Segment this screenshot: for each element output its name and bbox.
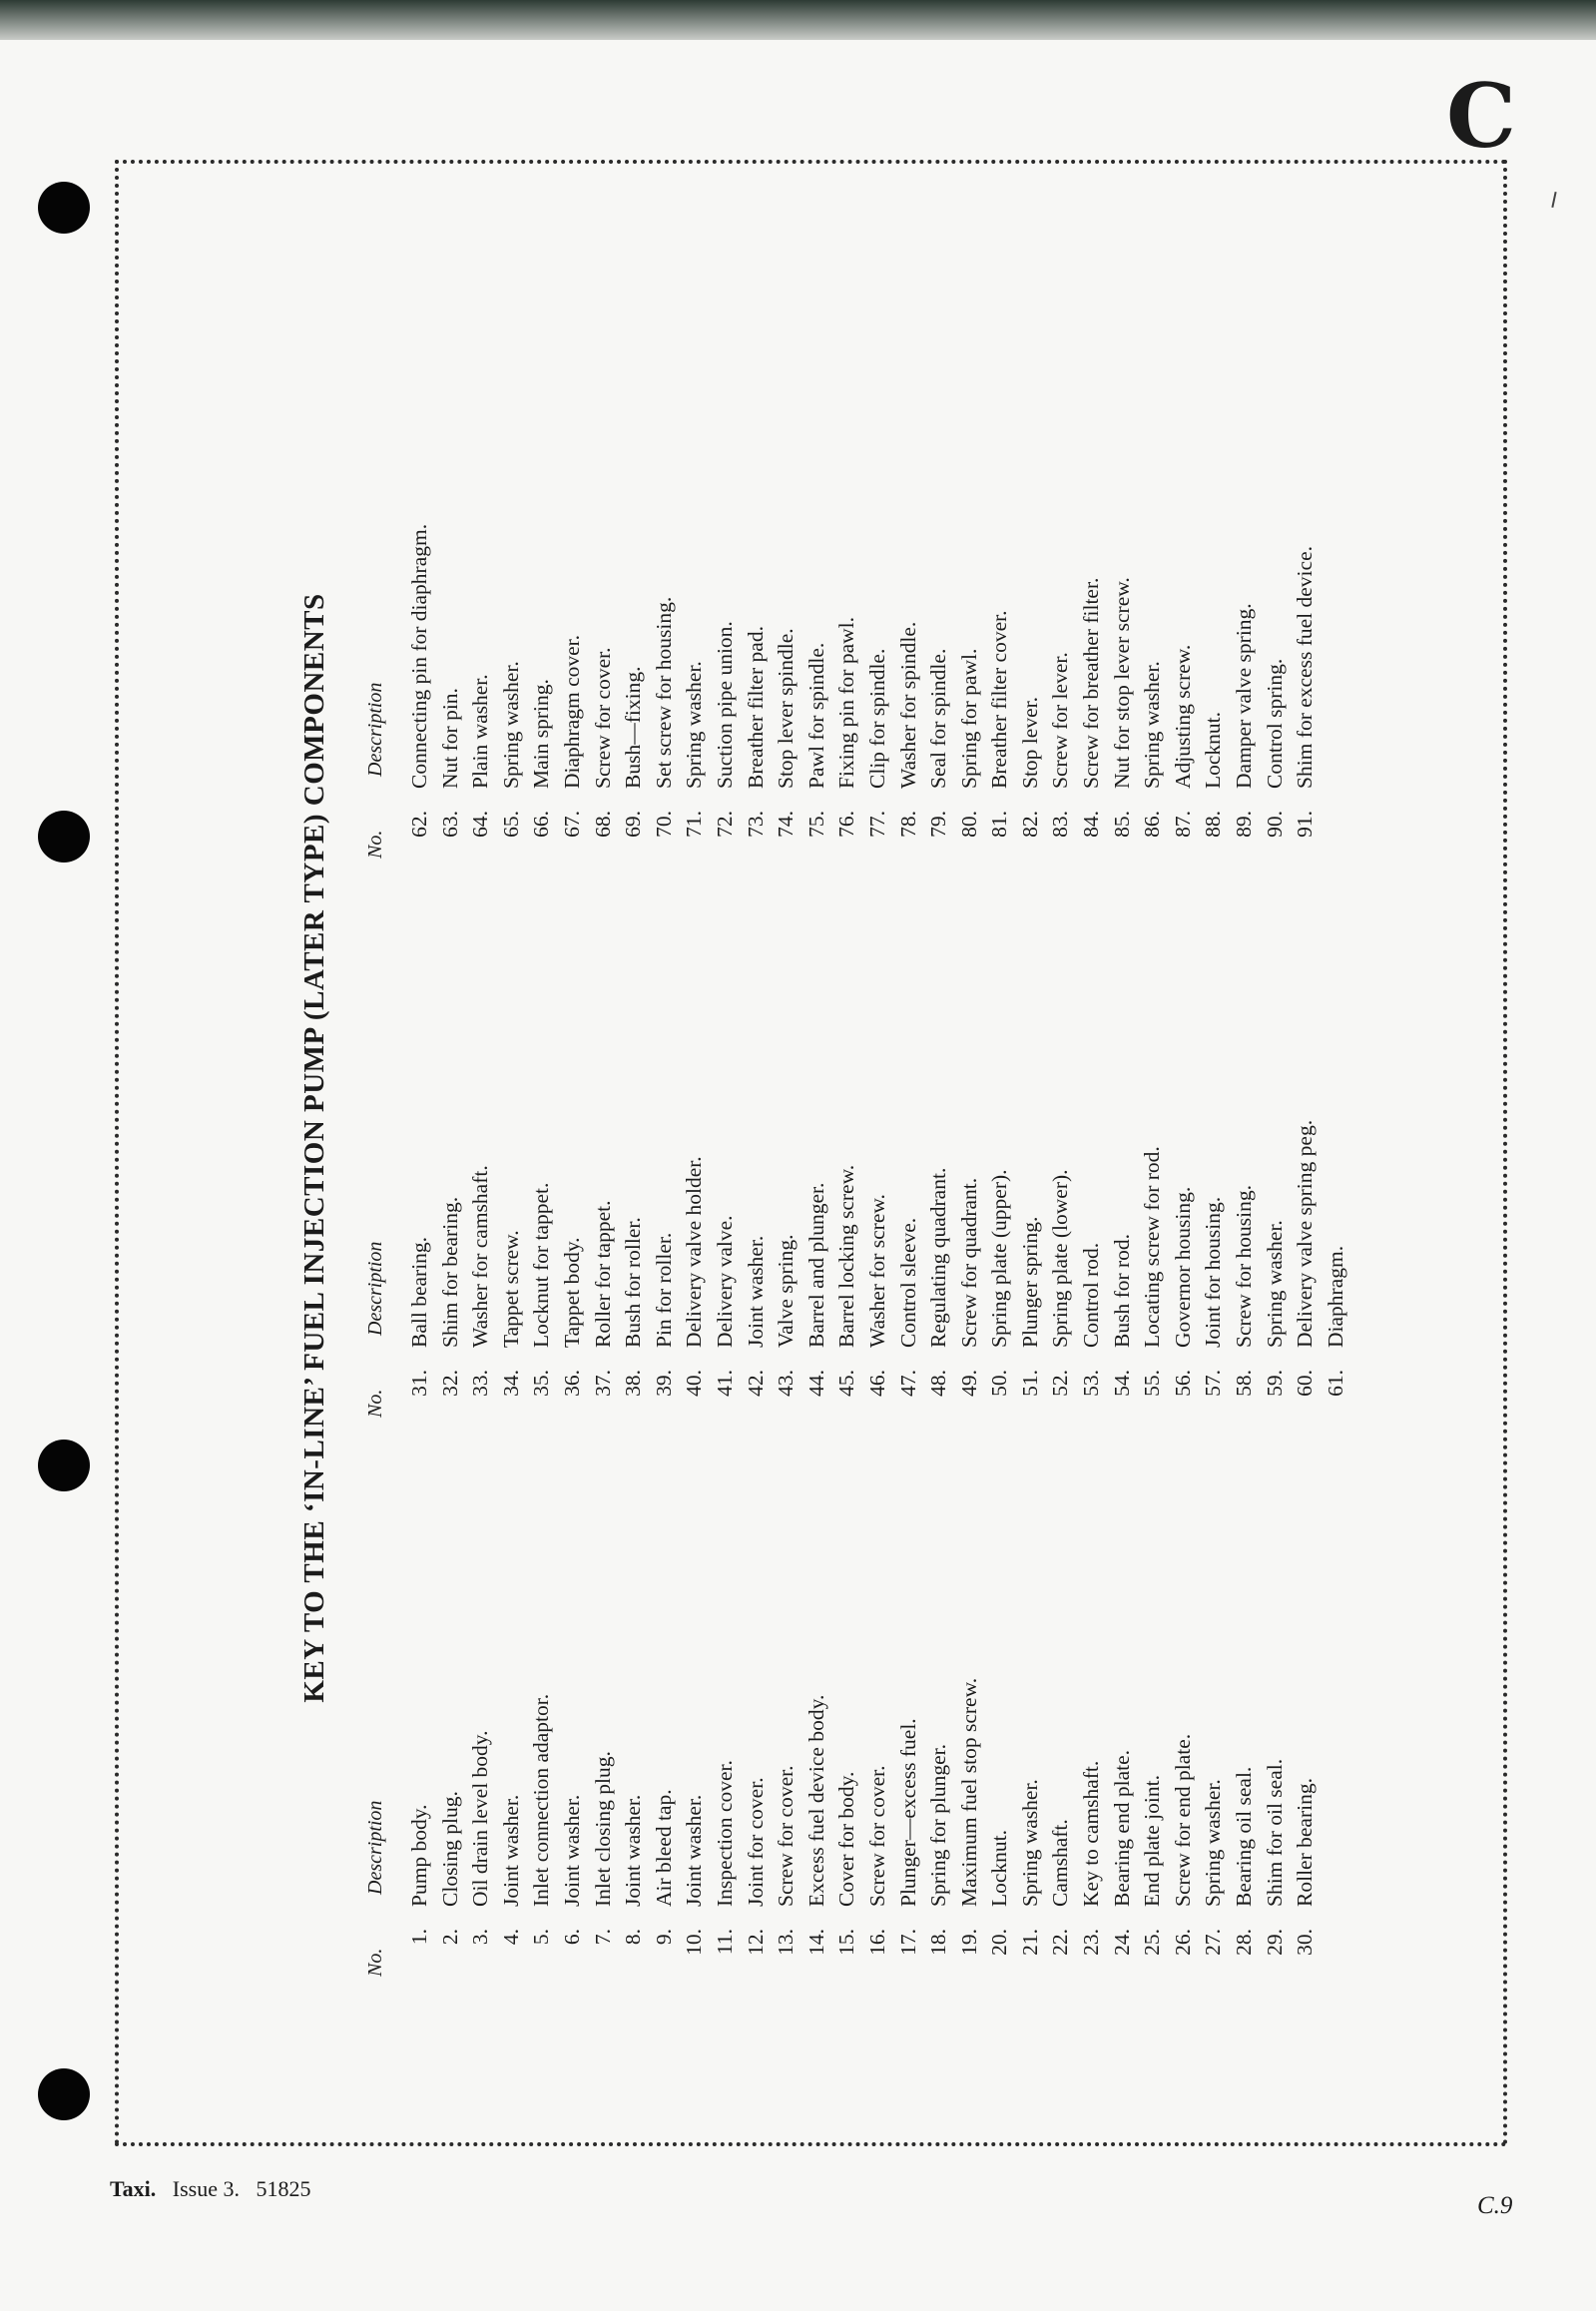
part-description: Spring washer. <box>498 661 523 789</box>
part-description: Spring washer. <box>1262 1220 1287 1348</box>
key-column-2 <box>364 859 1350 1418</box>
part-number: 79. <box>926 811 951 838</box>
part-description: Joint washer. <box>682 1794 707 1907</box>
part-description: Plunger spring. <box>1017 1216 1042 1348</box>
part-description: Joint washer. <box>743 1235 768 1348</box>
key-row <box>618 299 649 859</box>
part-number: 28. <box>1232 1929 1257 1956</box>
part-description: Stop lever spindle. <box>774 628 798 789</box>
key-row <box>465 859 496 1418</box>
part-description: Control rod. <box>1079 1242 1104 1348</box>
key-row <box>1076 299 1107 859</box>
key-row <box>1137 1418 1168 1977</box>
part-description: Suction pipe union. <box>712 621 737 789</box>
key-row <box>771 1418 801 1977</box>
part-description: Delivery valve spring peg. <box>1293 1119 1318 1348</box>
part-description: Tappet screw. <box>498 1230 523 1348</box>
part-number: 52. <box>1048 1370 1073 1397</box>
part-number: 13. <box>774 1929 798 1956</box>
key-row <box>649 299 680 859</box>
part-number: 5. <box>529 1929 554 1946</box>
part-description: Washer for spindle. <box>895 621 920 789</box>
part-number: 15. <box>834 1929 859 1956</box>
part-number: 16. <box>864 1929 889 1956</box>
key-column-3 <box>364 299 1321 859</box>
part-description: End plate joint. <box>1140 1775 1165 1907</box>
footer-publication-info <box>110 2176 311 2202</box>
part-number: 22. <box>1048 1929 1073 1956</box>
part-number: 77. <box>864 811 889 838</box>
part-description: Adjusting screw. <box>1170 644 1195 789</box>
key-row <box>771 299 801 859</box>
page-number: C.9 <box>1477 2192 1513 2219</box>
key-row <box>526 1418 557 1977</box>
part-description: Screw for breather filter. <box>1079 577 1104 789</box>
key-row <box>801 859 832 1418</box>
part-description: Diaphragm cover. <box>559 634 584 789</box>
part-description: Valve spring. <box>774 1234 798 1348</box>
key-row <box>862 1418 893 1977</box>
part-description: Joint for housing. <box>1201 1196 1226 1348</box>
part-description: Stop lever. <box>1017 697 1042 789</box>
key-row <box>588 299 619 859</box>
key-row <box>435 299 466 859</box>
key-row <box>893 859 924 1418</box>
part-number: 34. <box>498 1370 523 1397</box>
part-number: 73. <box>743 811 768 838</box>
key-row <box>557 1418 588 1977</box>
key-row <box>1015 299 1046 859</box>
key-row <box>862 859 893 1418</box>
key-row <box>923 859 954 1418</box>
key-row <box>618 1418 649 1977</box>
part-number: 78. <box>895 811 920 838</box>
part-description: Roller for tappet. <box>590 1200 615 1348</box>
part-number: 46. <box>864 1370 889 1397</box>
part-description: Bush for rod. <box>1109 1233 1134 1348</box>
part-number: 42. <box>743 1370 768 1397</box>
part-description: Breather filter pad. <box>743 626 768 789</box>
key-row <box>741 1418 772 1977</box>
part-number: 60. <box>1293 1370 1318 1397</box>
key-row <box>1198 299 1229 859</box>
key-row <box>679 1418 710 1977</box>
part-number: 64. <box>468 811 493 838</box>
part-number: 37. <box>590 1370 615 1397</box>
header-no: No. <box>364 1948 386 1977</box>
part-description: Delivery valve holder. <box>682 1156 707 1348</box>
part-description: Locknut for tappet. <box>529 1182 554 1348</box>
key-row <box>954 1418 985 1977</box>
section-letter: C <box>1445 64 1516 168</box>
part-description: Spring washer. <box>1140 661 1165 789</box>
key-row <box>984 859 1015 1418</box>
part-description: Tappet body. <box>559 1237 584 1348</box>
part-description: Shim for oil seal. <box>1262 1758 1287 1907</box>
part-number: 11. <box>712 1929 737 1956</box>
part-description: Locknut. <box>987 1829 1012 1907</box>
part-number: 8. <box>621 1929 646 1946</box>
part-description: Inlet connection adaptor. <box>529 1693 554 1907</box>
part-number: 12. <box>743 1929 768 1956</box>
part-number: 82. <box>1017 811 1042 838</box>
part-number: 91. <box>1293 811 1318 838</box>
part-number: 2. <box>437 1929 462 1946</box>
part-number: 38. <box>621 1370 646 1397</box>
part-description: Camshaft. <box>1048 1819 1073 1907</box>
part-description: Inlet closing plug. <box>590 1751 615 1907</box>
part-number: 62. <box>407 811 431 838</box>
part-description: Closing plug. <box>437 1791 462 1907</box>
key-row <box>1229 1418 1260 1977</box>
part-description: Seal for spindle. <box>926 648 951 789</box>
part-description: Cover for body. <box>834 1771 859 1907</box>
part-description: Screw for quadrant. <box>956 1177 981 1348</box>
part-number: 24. <box>1109 1929 1134 1956</box>
part-number: 35. <box>529 1370 554 1397</box>
part-number: 51. <box>1017 1370 1042 1397</box>
part-description: Roller bearing. <box>1293 1778 1318 1907</box>
scan-top-band <box>0 0 1596 40</box>
key-row <box>526 299 557 859</box>
part-description: Bush—fixing. <box>621 666 646 789</box>
part-number: 44. <box>803 1370 828 1397</box>
part-description: Set screw for housing. <box>651 596 676 789</box>
part-description: Delivery valve. <box>712 1215 737 1348</box>
part-number: 39. <box>651 1370 676 1397</box>
part-description: Pawl for spindle. <box>803 642 828 789</box>
part-number: 58. <box>1232 1370 1257 1397</box>
part-number: 10. <box>682 1929 707 1956</box>
header-no: No. <box>364 1389 386 1418</box>
part-description: Joint washer. <box>498 1794 523 1907</box>
key-row <box>1198 1418 1229 1977</box>
key-row <box>404 1418 435 1977</box>
part-description: Nut for pin. <box>437 688 462 789</box>
part-number: 14. <box>803 1929 828 1956</box>
part-number: 48. <box>926 1370 951 1397</box>
part-description: Inspection cover. <box>712 1760 737 1907</box>
key-row <box>710 299 741 859</box>
part-number: 19. <box>956 1929 981 1956</box>
part-number: 1. <box>407 1929 431 1946</box>
part-description: Oil drain level body. <box>468 1730 493 1907</box>
part-description: Washer for camshaft. <box>468 1165 493 1348</box>
part-number: 56. <box>1170 1370 1195 1397</box>
key-row <box>1260 859 1291 1418</box>
part-description: Pin for roller. <box>651 1232 676 1348</box>
part-description: Governor housing. <box>1170 1186 1195 1348</box>
part-description: Bush for roller. <box>621 1217 646 1348</box>
part-description: Regulating quadrant. <box>926 1167 951 1348</box>
key-row <box>1260 1418 1291 1977</box>
part-description: Screw for cover. <box>774 1765 798 1907</box>
part-description: Plain washer. <box>468 674 493 789</box>
part-number: 18. <box>926 1929 951 1956</box>
part-number: 36. <box>559 1370 584 1397</box>
key-row <box>741 859 772 1418</box>
key-row <box>1045 1418 1076 1977</box>
part-number: 49. <box>956 1370 981 1397</box>
margin-tick-mark <box>1551 192 1556 208</box>
key-row <box>465 1418 496 1977</box>
part-number: 53. <box>1079 1370 1104 1397</box>
key-row <box>1321 859 1351 1418</box>
part-number: 68. <box>590 811 615 838</box>
part-description: Air bleed tap. <box>651 1789 676 1907</box>
part-number: 26. <box>1170 1929 1195 1956</box>
part-description: Screw for lever. <box>1048 652 1073 789</box>
punch-hole-icon <box>38 1440 90 1491</box>
key-row <box>1290 1418 1321 1977</box>
punch-hole-icon <box>38 182 90 234</box>
footer-issue: Issue 3. <box>172 2176 240 2201</box>
key-row <box>588 1418 619 1977</box>
part-number: 23. <box>1079 1929 1104 1956</box>
key-row <box>954 859 985 1418</box>
part-number: 3. <box>468 1929 493 1946</box>
key-row <box>710 859 741 1418</box>
part-description: Spring for plunger. <box>926 1743 951 1907</box>
key-row <box>1015 859 1046 1418</box>
part-number: 59. <box>1262 1370 1287 1397</box>
part-description: Spring plate (lower). <box>1048 1169 1073 1348</box>
part-number: 20. <box>987 1929 1012 1956</box>
key-row <box>1229 859 1260 1418</box>
key-row <box>1076 1418 1107 1977</box>
part-number: 6. <box>559 1929 584 1946</box>
part-number: 71. <box>682 811 707 838</box>
key-row <box>588 859 619 1418</box>
key-row <box>496 859 527 1418</box>
part-number: 45. <box>834 1370 859 1397</box>
key-row <box>404 299 435 859</box>
part-number: 7. <box>590 1929 615 1946</box>
part-number: 84. <box>1079 811 1104 838</box>
key-row <box>557 299 588 859</box>
part-description: Ball bearing. <box>407 1236 431 1348</box>
part-number: 85. <box>1109 811 1134 838</box>
key-row <box>496 299 527 859</box>
key-row <box>557 859 588 1418</box>
part-number: 90. <box>1262 811 1287 838</box>
footer-publication: Taxi. <box>110 2176 157 2201</box>
parts-key-rotated <box>284 319 1362 1977</box>
part-number: 27. <box>1201 1929 1226 1956</box>
part-description: Main spring. <box>529 679 554 789</box>
key-row <box>1076 859 1107 1418</box>
part-description: Screw for cover. <box>590 647 615 789</box>
key-row <box>496 1418 527 1977</box>
key-row <box>435 1418 466 1977</box>
key-row <box>679 299 710 859</box>
part-description: Nut for stop lever screw. <box>1109 577 1134 789</box>
part-description: Screw for end plate. <box>1170 1733 1195 1907</box>
key-row <box>831 1418 862 1977</box>
key-row <box>984 1418 1015 1977</box>
key-row <box>984 299 1015 859</box>
part-description: Bearing end plate. <box>1109 1749 1134 1907</box>
part-description: Barrel and plunger. <box>803 1182 828 1348</box>
part-number: 65. <box>498 811 523 838</box>
key-row <box>1290 859 1321 1418</box>
key-row <box>526 859 557 1418</box>
part-number: 9. <box>651 1929 676 1946</box>
key-row <box>1137 859 1168 1418</box>
part-number: 66. <box>529 811 554 838</box>
part-description: Damper valve spring. <box>1232 603 1257 789</box>
key-row <box>1168 299 1199 859</box>
part-number: 33. <box>468 1370 493 1397</box>
punch-hole-icon <box>38 811 90 863</box>
part-description: Screw for cover. <box>864 1765 889 1907</box>
part-description: Joint washer. <box>621 1794 646 1907</box>
punch-hole-icon <box>38 2068 90 2120</box>
part-description: Spring washer. <box>1017 1779 1042 1907</box>
key-row <box>801 1418 832 1977</box>
key-row <box>618 859 649 1418</box>
part-number: 86. <box>1140 811 1165 838</box>
part-number: 72. <box>712 811 737 838</box>
part-description: Maximum fuel stop screw. <box>956 1677 981 1907</box>
part-description: Spring washer. <box>1201 1779 1226 1907</box>
part-description: Joint for cover. <box>743 1777 768 1907</box>
key-row <box>893 299 924 859</box>
key-row <box>741 299 772 859</box>
part-description: Locating screw for rod. <box>1140 1146 1165 1348</box>
key-row <box>923 299 954 859</box>
part-number: 32. <box>437 1370 462 1397</box>
part-description: Shim for excess fuel device. <box>1293 546 1318 789</box>
key-row <box>1168 859 1199 1418</box>
part-number: 29. <box>1262 1929 1287 1956</box>
part-number: 89. <box>1232 811 1257 838</box>
key-row <box>1015 1418 1046 1977</box>
part-description: Excess fuel device body. <box>803 1694 828 1907</box>
key-row <box>1045 299 1076 859</box>
part-number: 21. <box>1017 1929 1042 1956</box>
part-number: 81. <box>987 811 1012 838</box>
part-number: 69. <box>621 811 646 838</box>
key-column-1 <box>364 1418 1321 1977</box>
part-number: 57. <box>1201 1370 1226 1397</box>
key-row <box>435 859 466 1418</box>
part-number: 87. <box>1170 811 1195 838</box>
header-description: Description <box>364 1241 386 1336</box>
part-number: 76. <box>834 811 859 838</box>
part-description: Key to camshaft. <box>1079 1760 1104 1907</box>
key-row <box>1260 299 1291 859</box>
part-number: 40. <box>682 1370 707 1397</box>
key-row <box>831 299 862 859</box>
key-row <box>1107 299 1138 859</box>
part-number: 30. <box>1293 1929 1318 1956</box>
part-number: 4. <box>498 1929 523 1946</box>
key-row <box>1137 299 1168 859</box>
key-row <box>1229 299 1260 859</box>
key-row <box>404 859 435 1418</box>
part-number: 43. <box>774 1370 798 1397</box>
part-description: Barrel locking screw. <box>834 1164 859 1348</box>
part-number: 55. <box>1140 1370 1165 1397</box>
key-row <box>923 1418 954 1977</box>
column-header <box>364 1418 404 1977</box>
part-description: Bearing oil seal. <box>1232 1766 1257 1907</box>
key-row <box>862 299 893 859</box>
part-number: 25. <box>1140 1929 1165 1956</box>
part-description: Washer for screw. <box>864 1194 889 1348</box>
part-description: Spring for pawl. <box>956 648 981 789</box>
key-row <box>649 859 680 1418</box>
key-row <box>679 859 710 1418</box>
part-description: Locknut. <box>1201 711 1226 789</box>
part-number: 50. <box>987 1370 1012 1397</box>
part-description: Spring washer. <box>682 661 707 789</box>
key-row <box>1198 859 1229 1418</box>
part-description: Diaphragm. <box>1323 1245 1347 1348</box>
part-number: 74. <box>774 811 798 838</box>
part-description: Control sleeve. <box>895 1217 920 1348</box>
key-row <box>1168 1418 1199 1977</box>
part-number: 41. <box>712 1370 737 1397</box>
part-description: Fixing pin for pawl. <box>834 617 859 789</box>
part-description: Spring plate (upper). <box>987 1169 1012 1348</box>
key-row <box>1290 299 1321 859</box>
header-description: Description <box>364 682 386 777</box>
part-number: 31. <box>407 1370 431 1397</box>
part-number: 75. <box>803 811 828 838</box>
part-number: 47. <box>895 1370 920 1397</box>
part-number: 88. <box>1201 811 1226 838</box>
header-description: Description <box>364 1800 386 1895</box>
part-number: 80. <box>956 811 981 838</box>
key-row <box>801 299 832 859</box>
part-description: Shim for bearing. <box>437 1196 462 1348</box>
part-description: Plunger—excess fuel. <box>895 1718 920 1907</box>
key-row <box>710 1418 741 1977</box>
part-description: Screw for housing. <box>1232 1184 1257 1348</box>
part-description: Control spring. <box>1262 658 1287 789</box>
footer-code: 51825 <box>256 2176 311 2201</box>
part-number: 70. <box>651 811 676 838</box>
key-row <box>893 1418 924 1977</box>
key-row <box>465 299 496 859</box>
part-description: Connecting pin for diaphragm. <box>407 523 431 789</box>
key-row <box>1107 1418 1138 1977</box>
key-row <box>771 859 801 1418</box>
part-number: 17. <box>895 1929 920 1956</box>
header-no: No. <box>364 830 386 859</box>
part-description: Breather filter cover. <box>987 610 1012 789</box>
part-number: 54. <box>1109 1370 1134 1397</box>
key-row <box>1107 859 1138 1418</box>
key-row <box>1045 859 1076 1418</box>
part-number: 61. <box>1323 1370 1347 1397</box>
part-number: 83. <box>1048 811 1073 838</box>
part-description: Clip for spindle. <box>864 648 889 789</box>
key-row <box>954 299 985 859</box>
part-number: 67. <box>559 811 584 838</box>
key-row <box>649 1418 680 1977</box>
part-description: Joint washer. <box>559 1794 584 1907</box>
part-number: 63. <box>437 811 462 838</box>
part-description: Pump body. <box>407 1804 431 1907</box>
key-row <box>831 859 862 1418</box>
document-title: KEY TO THE ‘IN-LINE’ FUEL INJECTION PUMP (LATER TYPE) COMPONENTS <box>298 593 330 1703</box>
column-header <box>364 299 404 859</box>
column-header <box>364 859 404 1418</box>
